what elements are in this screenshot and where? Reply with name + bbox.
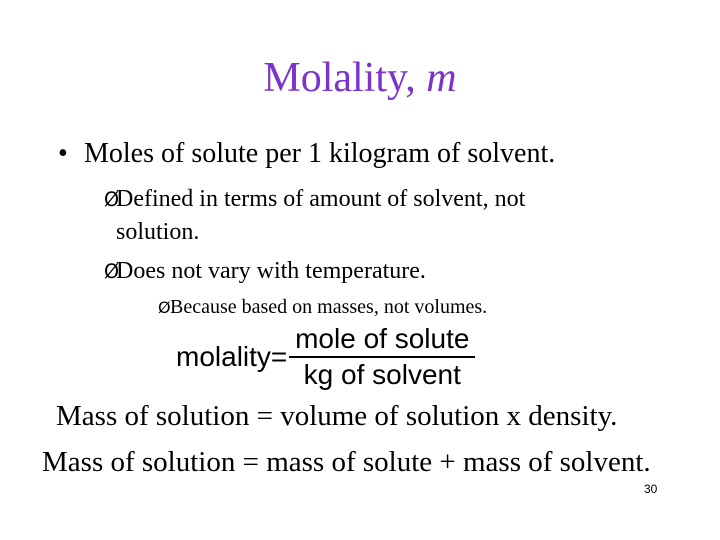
sub-bullet-solvent: [104, 183, 525, 248]
mass-solution-sum-line: Mass of solution = mass of solute + mass of solvent.: [42, 446, 651, 478]
bullet-text: Moles of solute per 1 kilogram of solvent.: [84, 138, 556, 169]
sub-bullet-text-2: solution.: [116, 219, 200, 245]
sub-bullet-text-1: Defined in terms of amount of solvent, not: [116, 186, 526, 212]
page-number: 30: [644, 482, 658, 496]
slide-title: [0, 54, 720, 102]
formula-fraction: [289, 322, 475, 392]
formula-denominator: kg of solvent: [303, 359, 461, 390]
title-variable: m: [426, 55, 457, 101]
sub-bullet-temperature: [104, 258, 426, 285]
sub-sub-bullet-masses: [158, 296, 487, 319]
arrow-bullet-icon: Ø: [104, 260, 120, 283]
mass-solution-density-line: Mass of solution = volume of solution x density.: [56, 400, 618, 432]
arrow-bullet-icon: Ø: [104, 188, 120, 211]
sub-sub-bullet-text: Because based on masses, not volumes.: [170, 296, 488, 318]
formula-lhs: molality: [176, 341, 271, 372]
formula-numerator: mole of solute: [295, 323, 470, 354]
bullet-definition: [58, 138, 555, 170]
bullet-dot-icon: •: [58, 138, 68, 169]
title-text: Molality,: [263, 55, 427, 101]
molality-formula: [176, 322, 475, 392]
arrow-bullet-icon: Ø: [158, 298, 171, 317]
sub-bullet-text: Does not vary with temperature.: [116, 258, 426, 284]
formula-equals: =: [270, 341, 288, 372]
